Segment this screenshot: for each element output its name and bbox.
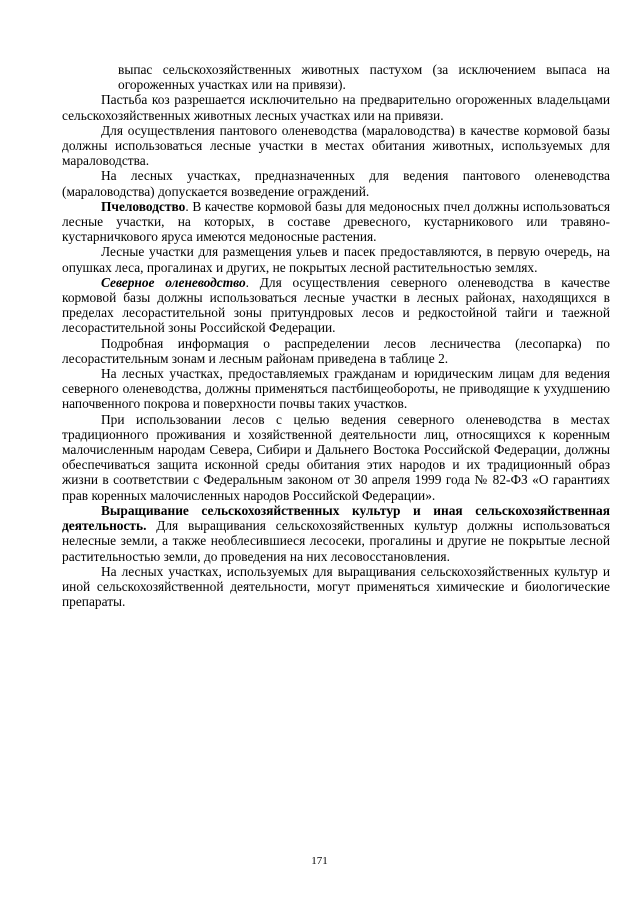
paragraph: При использовании лесов с целью ведения северного оленеводства в местах традиционного проживания и хозяйственной деятельности лиц, относящихся к коренным малочисленным народам Севера, Сибири и Дальнего Востока Российской Федерации, должны обеспечиваться защита исконной среды обитания этих народов и их традиционный образ жизни в соответствии с Федеральным законом от 30 апреля 1999 года № 82-ФЗ «О гарантиях прав коренных малочисленных народов Российской Федерации». <box>62 411 610 503</box>
section-agriculture: Выращивание сельскохозяйственных культур и иная сельскохозяйственная деятельность. Для выращивания сельскохозяйственных культур должны использоваться нелесные земли, а также необлесившиеся лесосеки, прогалины и другие не покрытые лесной растительностью земли, до проведения на них лесовосстановления. <box>62 502 610 564</box>
paragraph: Пастьба коз разрешается исключительно на предварительно огороженных владельцами сельскохозяйственных животных лесных участках или на привязи. <box>62 92 610 123</box>
document-body <box>62 62 610 609</box>
paragraph: Подробная информация о распределении лесов лесничества (лесопарка) по лесорастительным зонам и лесным районам приведена в таблице 2. <box>62 335 610 366</box>
section-reindeer-herding: Северное оленеводство. Для осуществления северного оленеводства в качестве кормовой базы должны использоваться лесные участки в лесных районах, находящихся в пределах лесорастительной зоны притундровых лесов и редкостойной тайги и таежной лесорастительной зоны Российской Федерации. <box>62 274 610 336</box>
section-heading: Пчеловодство <box>101 198 186 214</box>
paragraph: На лесных участках, предназначенных для ведения пантового оленеводства (мараловодства) допускается возведение ограждений. <box>62 168 610 199</box>
section-heading: Северное оленеводство <box>101 274 246 290</box>
section-heading: Выращивание сельскохозяйственных культур и иная сельскохозяйственная деятельность. <box>62 502 610 534</box>
paragraph: На лесных участках, предоставляемых гражданам и юридическим лицам для ведения северного оленеводства, должны применяться пастбищеобороты, не приводящие к ухудшению напочвенного покрова и поверхности почвы таких участков. <box>62 366 610 412</box>
section-beekeeping: Пчеловодство. В качестве кормовой базы для медоносных пчел должны использоваться лесные участки, на которых, в составе древесного, кустарникового или травяно-кустарничкового яруса имеются медоносные растения. <box>62 198 610 245</box>
paragraph: На лесных участках, используемых для выращивания сельскохозяйственных культур и иной сельскохозяйственной деятельности, могут применяться химические и биологические препараты. <box>62 563 610 610</box>
list-item-continuation: выпас сельскохозяйственных животных пастухом (за исключением выпаса на огороженных участках или на привязи). <box>118 62 610 93</box>
paragraph: Для осуществления пантового оленеводства (мараловодства) в качестве кормовой базы должны использоваться лесные участки в местах обитания животных, используемых для мараловодства. <box>62 122 610 169</box>
page-number: 171 <box>311 855 328 867</box>
paragraph: Лесные участки для размещения ульев и пасек предоставляются, в первую очередь, на опушках леса, прогалинах и других, не покрытых лесной растительностью землях. <box>62 244 610 275</box>
